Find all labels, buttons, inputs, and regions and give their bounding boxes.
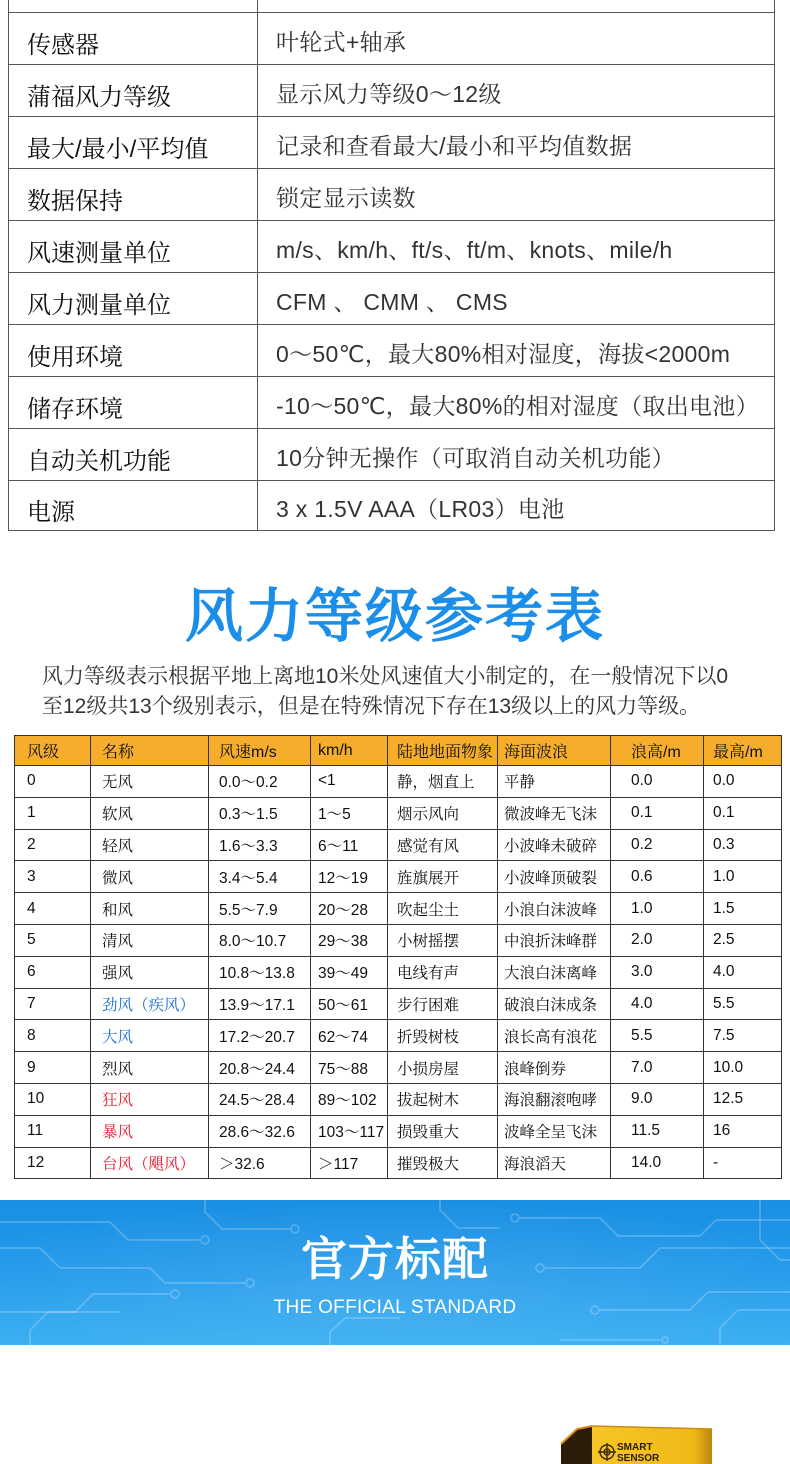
spec-value: 锁定显示读数 bbox=[276, 185, 416, 211]
name-cell: 烈风 bbox=[91, 1052, 209, 1084]
speed-ms-cell: 5.5～7.9 bbox=[209, 893, 311, 925]
spec-label: 电源 bbox=[9, 481, 258, 530]
max-wave-height-cell: 2.5 bbox=[704, 924, 782, 956]
speed-kmh-cell: 103～117 bbox=[311, 1115, 388, 1147]
sea-state-cell: 破浪白沫成条 bbox=[498, 988, 611, 1020]
section-description bbox=[42, 662, 782, 722]
sea-state-cell: 小浪白沫波峰 bbox=[498, 893, 611, 925]
max-wave-height-cell: 1.0 bbox=[704, 861, 782, 893]
table-row bbox=[15, 1147, 782, 1179]
spec-label: 风力测量单位 bbox=[9, 273, 258, 324]
name-cell: 轻风 bbox=[91, 829, 209, 861]
wave-height-cell: 0.6 bbox=[611, 861, 704, 893]
max-wave-height-cell: 12.5 bbox=[704, 1083, 782, 1115]
table-row bbox=[15, 1115, 782, 1147]
spec-label: 数据保持 bbox=[9, 169, 258, 220]
land-effect-cell: 烟示风向 bbox=[388, 797, 498, 829]
speed-ms-cell: 17.2～20.7 bbox=[209, 1020, 311, 1052]
name-cell: 微风 bbox=[91, 861, 209, 893]
spec-label: 蒲福风力等级 bbox=[9, 65, 258, 116]
spec-label: 储存环境 bbox=[9, 377, 258, 428]
level-cell: 5 bbox=[15, 924, 91, 956]
spec-value: 记录和查看最大/最小和平均值数据 bbox=[276, 133, 633, 159]
spec-row-air-flow-units bbox=[9, 273, 774, 325]
speed-ms-cell: 1.6～3.3 bbox=[209, 829, 311, 861]
product-box-image bbox=[555, 1420, 725, 1464]
wave-height-cell: 14.0 bbox=[611, 1147, 704, 1179]
spec-label: 风速测量单位 bbox=[9, 221, 258, 272]
spec-value: 显示风力等级0～12级 bbox=[276, 81, 502, 107]
speed-ms-cell: 3.4～5.4 bbox=[209, 861, 311, 893]
name-cell: 暴风 bbox=[91, 1115, 209, 1147]
land-effect-cell: 电线有声 bbox=[388, 956, 498, 988]
table-row bbox=[15, 988, 782, 1020]
sea-state-cell: 海浪滔天 bbox=[498, 1147, 611, 1179]
wave-height-cell: 4.0 bbox=[611, 988, 704, 1020]
table-row bbox=[15, 1020, 782, 1052]
spec-row-max-min-avg bbox=[9, 117, 774, 169]
level-cell: 8 bbox=[15, 1020, 91, 1052]
land-effect-cell: 折毁树枝 bbox=[388, 1020, 498, 1052]
table-row bbox=[15, 861, 782, 893]
spec-value: 叶轮式+轴承 bbox=[276, 29, 407, 55]
speed-kmh-cell: 12～19 bbox=[311, 861, 388, 893]
max-wave-height-cell: 10.0 bbox=[704, 1052, 782, 1084]
level-cell: 9 bbox=[15, 1052, 91, 1084]
speed-kmh-cell: <1 bbox=[311, 766, 388, 798]
header-max-wave-height: 最高/m bbox=[704, 736, 782, 766]
name-cell: 和风 bbox=[91, 893, 209, 925]
level-cell: 7 bbox=[15, 988, 91, 1020]
box-side bbox=[561, 1426, 592, 1464]
spec-row-data-hold bbox=[9, 169, 774, 221]
table-row bbox=[15, 924, 782, 956]
spec-value: 0～50℃，最大80%相对湿度，海拔<2000m bbox=[276, 341, 731, 367]
name-cell: 狂风 bbox=[91, 1083, 209, 1115]
spec-table bbox=[8, 0, 775, 531]
table-row bbox=[15, 766, 782, 798]
spec-label bbox=[9, 0, 258, 12]
wave-height-cell: 5.5 bbox=[611, 1020, 704, 1052]
speed-kmh-cell: ＞117 bbox=[311, 1147, 388, 1179]
max-wave-height-cell: 1.5 bbox=[704, 893, 782, 925]
table-row bbox=[15, 829, 782, 861]
table-row bbox=[15, 797, 782, 829]
spec-value bbox=[258, 0, 774, 12]
spec-label: 传感器 bbox=[9, 13, 258, 64]
wave-height-cell: 7.0 bbox=[611, 1052, 704, 1084]
name-cell: 大风 bbox=[91, 1020, 209, 1052]
spec-row-sensor bbox=[9, 13, 774, 65]
speed-kmh-cell: 50～61 bbox=[311, 988, 388, 1020]
header-wave-height: 浪高/m bbox=[611, 736, 704, 766]
spec-row-wind-speed-units bbox=[9, 221, 774, 273]
banner-title: 官方标配 bbox=[301, 1233, 489, 1285]
speed-kmh-cell: 75～88 bbox=[311, 1052, 388, 1084]
sea-state-cell: 海浪翻滚咆哮 bbox=[498, 1083, 611, 1115]
speed-ms-cell: 28.6～32.6 bbox=[209, 1115, 311, 1147]
header-level: 风级 bbox=[15, 736, 91, 766]
table-row bbox=[15, 1083, 782, 1115]
speed-kmh-cell: 6～11 bbox=[311, 829, 388, 861]
land-effect-cell: 旌旗展开 bbox=[388, 861, 498, 893]
sea-state-cell: 大浪白沫离峰 bbox=[498, 956, 611, 988]
name-cell: 清风 bbox=[91, 924, 209, 956]
header-speed-kmh: km/h bbox=[311, 736, 388, 766]
header-land-effect: 陆地地面物象 bbox=[388, 736, 498, 766]
level-cell: 1 bbox=[15, 797, 91, 829]
spec-value: 10分钟无操作（可取消自动关机功能） bbox=[276, 445, 675, 471]
speed-ms-cell: ＞32.6 bbox=[209, 1147, 311, 1179]
header-speed-ms: 风速m/s bbox=[209, 736, 311, 766]
max-wave-height-cell: - bbox=[704, 1147, 782, 1179]
official-standard-banner bbox=[0, 1200, 790, 1345]
level-cell: 12 bbox=[15, 1147, 91, 1179]
level-cell: 0 bbox=[15, 766, 91, 798]
sea-state-cell: 小波峰未破碎 bbox=[498, 829, 611, 861]
header-sea-state: 海面波浪 bbox=[498, 736, 611, 766]
section-title: 风力等级参考表 bbox=[184, 584, 605, 649]
header-name: 名称 bbox=[91, 736, 209, 766]
land-effect-cell: 摧毁极大 bbox=[388, 1147, 498, 1179]
max-wave-height-cell: 5.5 bbox=[704, 988, 782, 1020]
box-logo-text: SMART bbox=[617, 1442, 653, 1453]
spec-value: CFM 、 CMM 、 CMS bbox=[276, 289, 508, 315]
wave-height-cell: 2.0 bbox=[611, 924, 704, 956]
wave-height-cell: 0.0 bbox=[611, 766, 704, 798]
sea-state-cell: 小波峰顶破裂 bbox=[498, 861, 611, 893]
speed-kmh-cell: 39～49 bbox=[311, 956, 388, 988]
description-line: 风力等级表示根据平地上离地10米处风速值大小制定的，在一般情况下以0 bbox=[42, 665, 729, 688]
spec-row-power-supply bbox=[9, 481, 774, 531]
land-effect-cell: 小损房屋 bbox=[388, 1052, 498, 1084]
wind-scale-table bbox=[14, 735, 782, 1179]
sea-state-cell: 微波峰无飞沫 bbox=[498, 797, 611, 829]
wave-height-cell: 1.0 bbox=[611, 893, 704, 925]
max-wave-height-cell: 0.0 bbox=[704, 766, 782, 798]
spec-label: 自动关机功能 bbox=[9, 429, 258, 480]
speed-ms-cell: 24.5～28.4 bbox=[209, 1083, 311, 1115]
table-row bbox=[15, 1052, 782, 1084]
sea-state-cell: 中浪折沫峰群 bbox=[498, 924, 611, 956]
spec-row-storage-environment bbox=[9, 377, 774, 429]
speed-kmh-cell: 89～102 bbox=[311, 1083, 388, 1115]
sea-state-cell: 平静 bbox=[498, 766, 611, 798]
level-cell: 11 bbox=[15, 1115, 91, 1147]
level-cell: 3 bbox=[15, 861, 91, 893]
land-effect-cell: 拔起树木 bbox=[388, 1083, 498, 1115]
max-wave-height-cell: 0.1 bbox=[704, 797, 782, 829]
level-cell: 2 bbox=[15, 829, 91, 861]
name-cell: 软风 bbox=[91, 797, 209, 829]
spec-value: m/s、km/h、ft/s、ft/m、knots、mile/h bbox=[276, 237, 673, 263]
sea-state-cell: 浪长高有浪花 bbox=[498, 1020, 611, 1052]
speed-kmh-cell: 29～38 bbox=[311, 924, 388, 956]
speed-ms-cell: 20.8～24.4 bbox=[209, 1052, 311, 1084]
spec-row-auto-power-off bbox=[9, 429, 774, 481]
max-wave-height-cell: 4.0 bbox=[704, 956, 782, 988]
spec-label: 最大/最小/平均值 bbox=[9, 117, 258, 168]
table-row bbox=[15, 956, 782, 988]
land-effect-cell: 吹起尘土 bbox=[388, 893, 498, 925]
name-cell: 无风 bbox=[91, 766, 209, 798]
sea-state-cell: 浪峰倒券 bbox=[498, 1052, 611, 1084]
land-effect-cell: 步行困难 bbox=[388, 988, 498, 1020]
name-cell: 强风 bbox=[91, 956, 209, 988]
level-cell: 6 bbox=[15, 956, 91, 988]
name-cell: 劲风（疾风） bbox=[91, 988, 209, 1020]
box-logo-text: SENSOR bbox=[617, 1453, 660, 1464]
wave-height-cell: 0.1 bbox=[611, 797, 704, 829]
speed-ms-cell: 8.0～10.7 bbox=[209, 924, 311, 956]
max-wave-height-cell: 16 bbox=[704, 1115, 782, 1147]
sea-state-cell: 波峰全呈飞沫 bbox=[498, 1115, 611, 1147]
max-wave-height-cell: 0.3 bbox=[704, 829, 782, 861]
level-cell: 10 bbox=[15, 1083, 91, 1115]
speed-kmh-cell: 1～5 bbox=[311, 797, 388, 829]
speed-ms-cell: 10.8～13.8 bbox=[209, 956, 311, 988]
speed-kmh-cell: 20～28 bbox=[311, 893, 388, 925]
wave-height-cell: 11.5 bbox=[611, 1115, 704, 1147]
land-effect-cell: 小树摇摆 bbox=[388, 924, 498, 956]
wave-height-cell: 9.0 bbox=[611, 1083, 704, 1115]
banner-subtitle: THE OFFICIAL STANDARD bbox=[273, 1297, 517, 1318]
spec-row-beaufort-scale bbox=[9, 65, 774, 117]
speed-ms-cell: 0.3～1.5 bbox=[209, 797, 311, 829]
land-effect-cell: 感觉有风 bbox=[388, 829, 498, 861]
wave-height-cell: 0.2 bbox=[611, 829, 704, 861]
max-wave-height-cell: 7.5 bbox=[704, 1020, 782, 1052]
speed-ms-cell: 13.9～17.1 bbox=[209, 988, 311, 1020]
spec-label: 使用环境 bbox=[9, 325, 258, 376]
level-cell: 4 bbox=[15, 893, 91, 925]
spec-value: -10～50℃，最大80%的相对湿度（取出电池） bbox=[276, 393, 759, 419]
wave-height-cell: 3.0 bbox=[611, 956, 704, 988]
land-effect-cell: 静，烟直上 bbox=[388, 766, 498, 798]
spec-row-operating-environment bbox=[9, 325, 774, 377]
speed-kmh-cell: 62～74 bbox=[311, 1020, 388, 1052]
spec-row-cropped bbox=[9, 0, 774, 13]
table-row bbox=[15, 893, 782, 925]
table-header-row bbox=[15, 736, 782, 766]
speed-ms-cell: 0.0～0.2 bbox=[209, 766, 311, 798]
description-line: 至12级共13个级别表示，但是在特殊情况下存在13级以上的风力等级。 bbox=[42, 695, 701, 718]
land-effect-cell: 损毁重大 bbox=[388, 1115, 498, 1147]
name-cell: 台风（飓风） bbox=[91, 1147, 209, 1179]
spec-value: 3 x 1.5V AAA（LR03）电池 bbox=[276, 496, 565, 522]
